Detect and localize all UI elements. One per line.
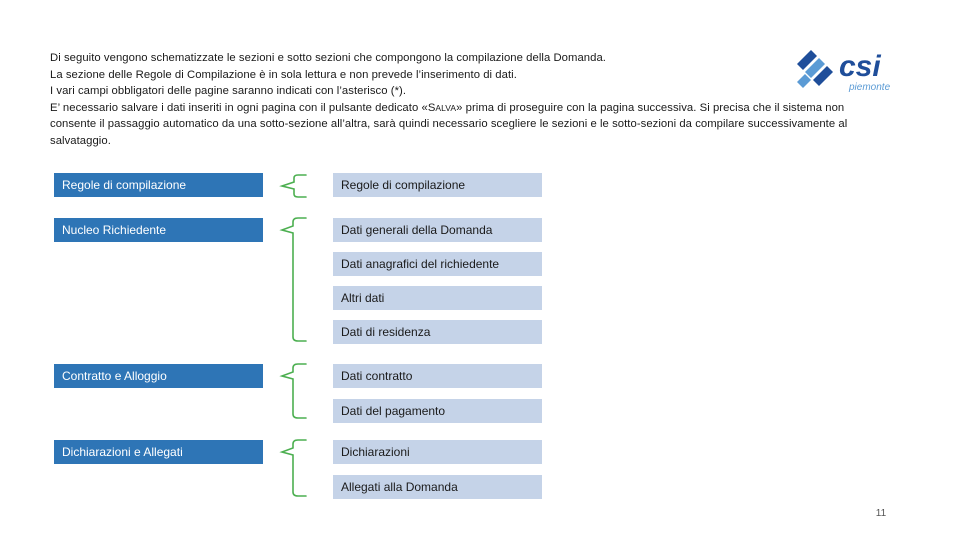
subsection-altri-dati[interactable]: Altri dati [333,286,542,310]
bracket-contratto [282,364,306,418]
subsection-dati-di-residenza[interactable]: Dati di residenza [333,320,542,344]
section-dichiarazioni-e-allegati[interactable]: Dichiarazioni e Allegati [54,440,263,464]
intro-line: La sezione delle Regole di Compilazione è in sola lettura e non prevede l’inserimento di dati. [50,68,517,81]
intro-text-segment: » prima di proseguire con la pagina successiva. Si precisa che il sistema non consente il passaggio automatico da una sotto-sezione all’altra, sarà quindi necessario scegliere le sezioni e le sotto-sezioni da compilare successivamente al salvataggio. [50,101,848,147]
bracket-regole [282,175,306,197]
subsection-allegati[interactable]: Allegati alla Domanda [333,475,542,499]
salva-smallcaps: ALVA [435,102,457,113]
bracket-dichiarazioni [282,440,306,496]
bracket-nucleo [282,218,306,341]
subsection-dati-contratto[interactable]: Dati contratto [333,364,542,388]
section-contratto-e-alloggio[interactable]: Contratto e Alloggio [54,364,263,388]
subsection-dati-generali[interactable]: Dati generali della Domanda [333,218,542,242]
intro-line: I vari campi obbligatori delle pagine saranno indicati con l’asterisco (*). [50,85,407,98]
logo-brand: csi [839,50,881,83]
section-regole-di-compilazione[interactable]: Regole di compilazione [54,173,263,197]
page-number: 11 [875,508,887,519]
intro-line: Di seguito vengono schematizzate le sezioni e sotto sezioni che compongono la compilazione della Domanda. [50,52,606,64]
subsection-dichiarazioni[interactable]: Dichiarazioni [333,440,542,464]
logo-sub: piemonte [849,82,891,93]
subsection-dati-anagrafici[interactable]: Dati anagrafici del richiedente [333,252,542,276]
salva-initial: S [427,101,436,114]
intro-text-segment: E’ necessario salvare i dati inseriti in ogni pagina con il pulsante dedicato « [50,101,428,114]
subsection-regole-di-compilazione[interactable]: Regole di compilazione [333,173,542,197]
subsection-dati-del-pagamento[interactable]: Dati del pagamento [333,399,542,423]
section-nucleo-richiedente[interactable]: Nucleo Richiedente [54,218,263,242]
